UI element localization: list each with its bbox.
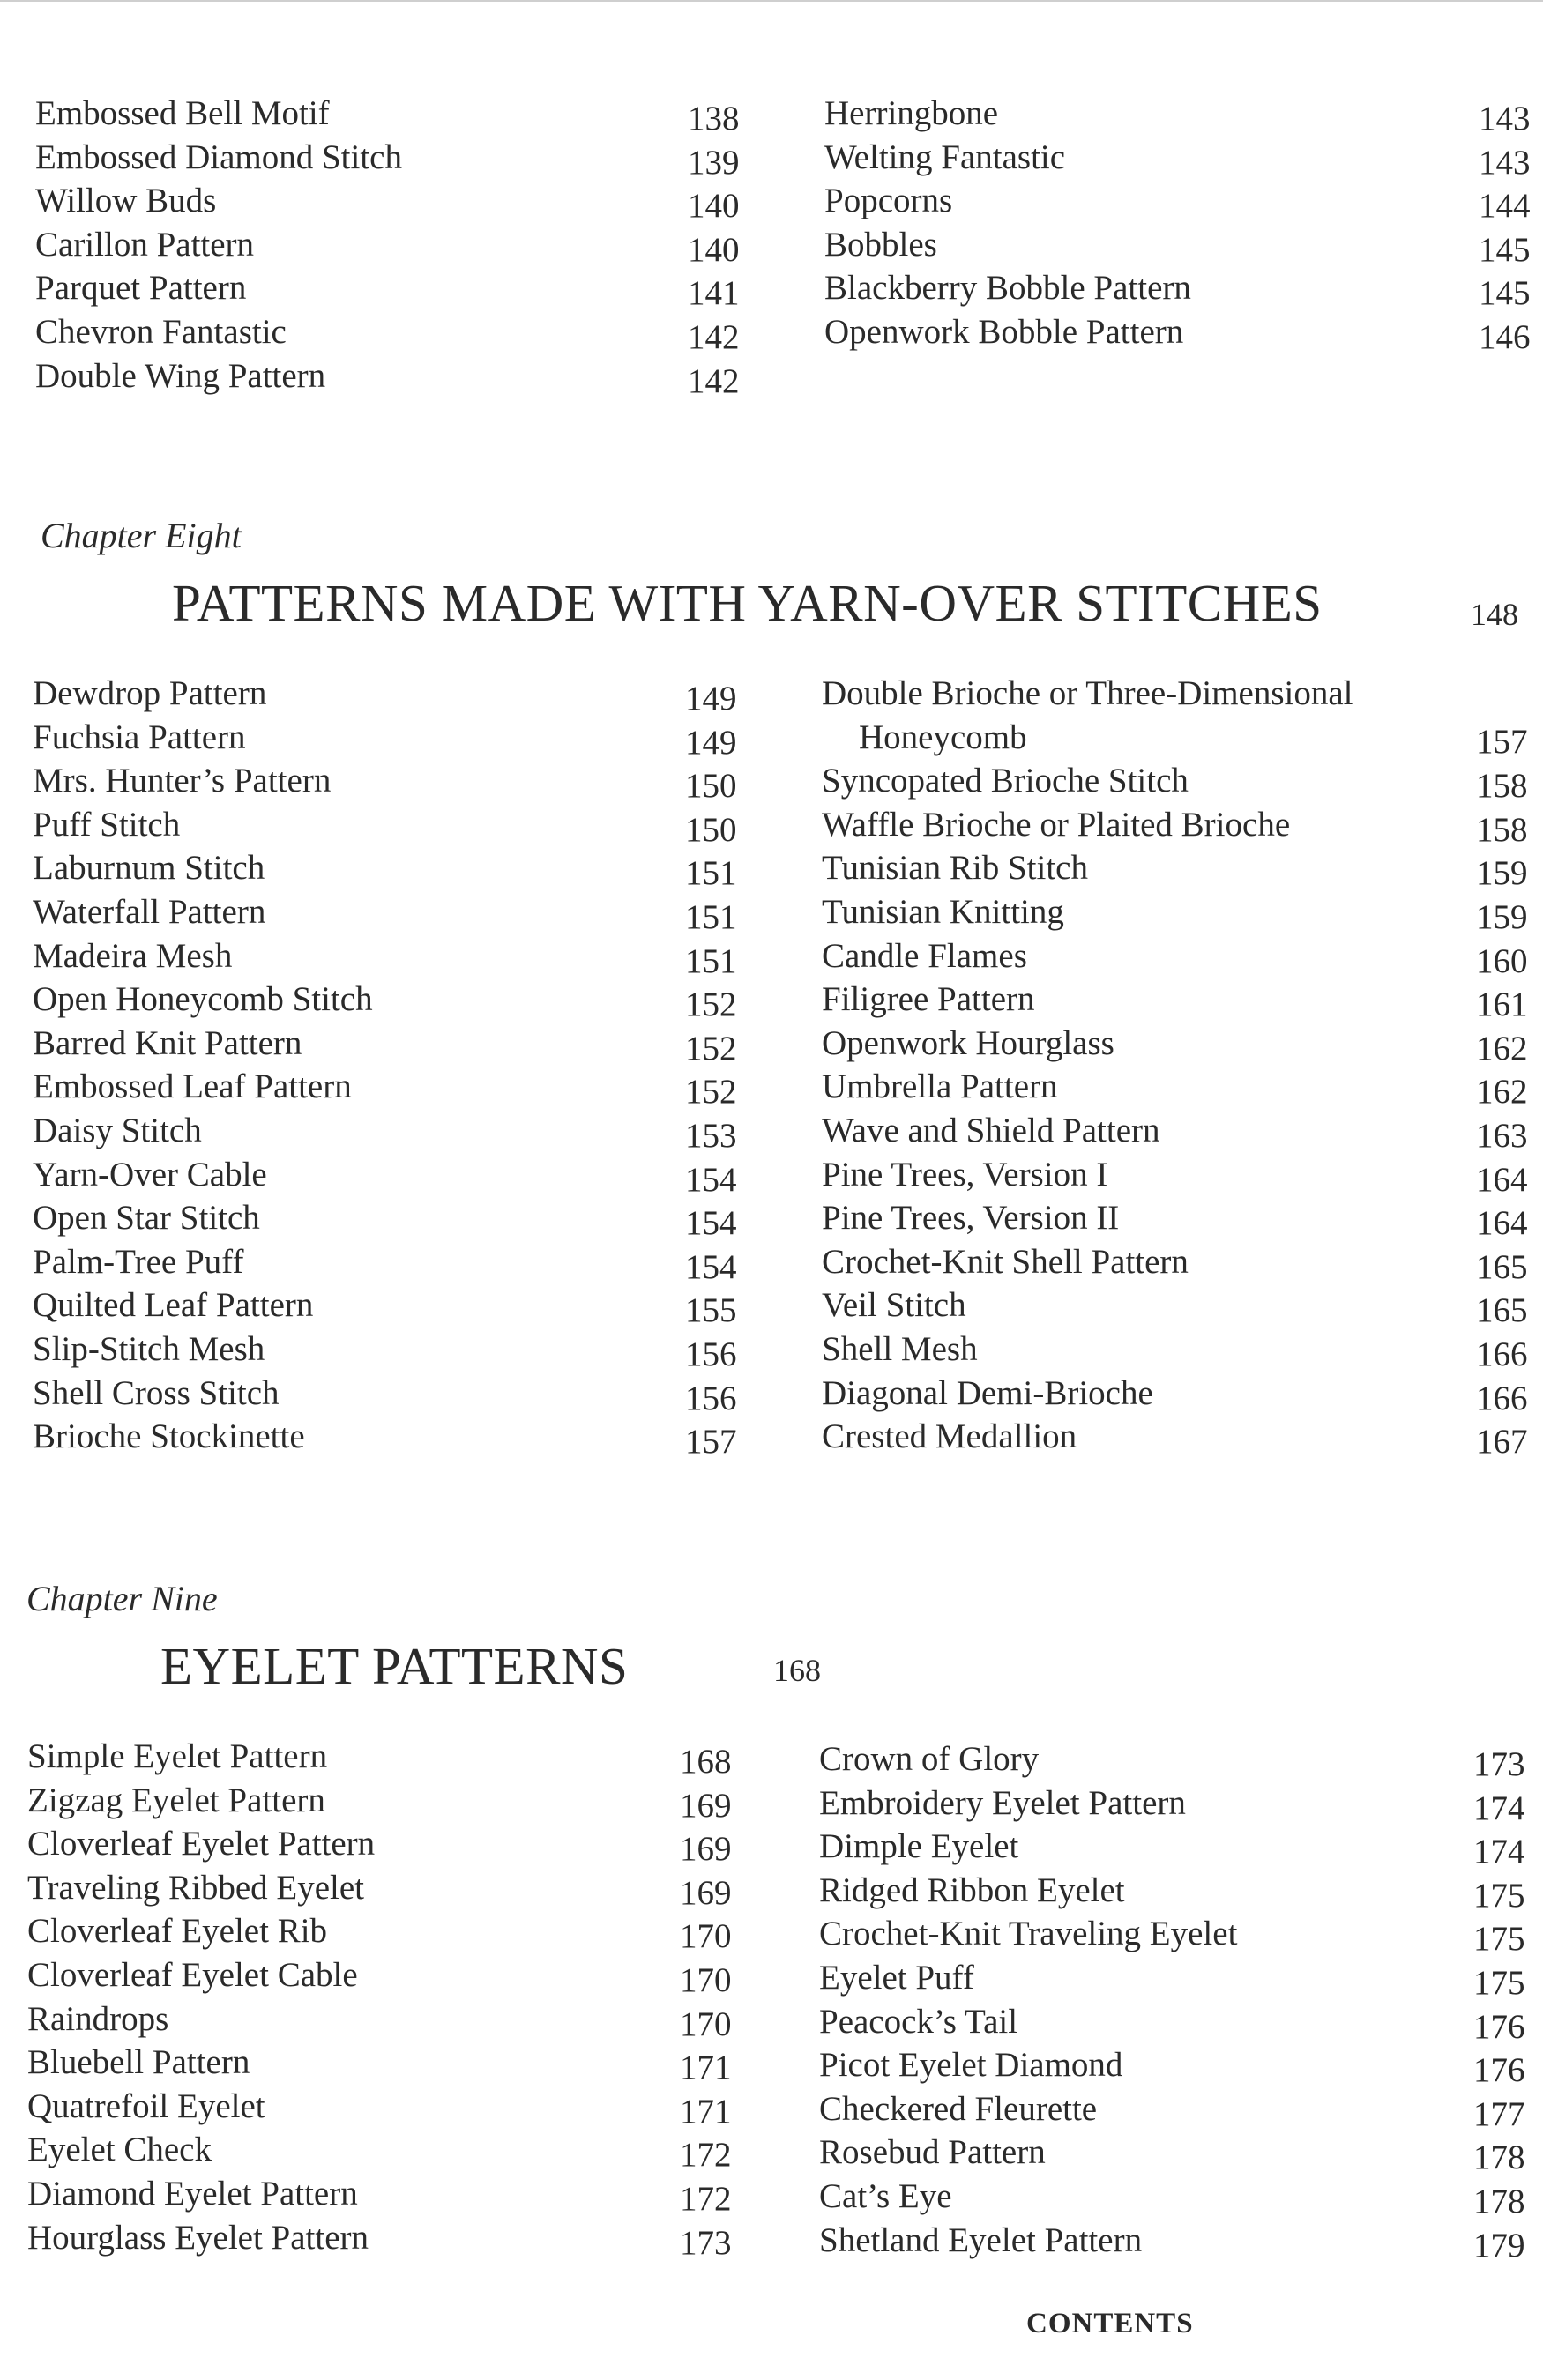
- toc-entry-page: 178: [1473, 2138, 1525, 2177]
- toc-entry-page: 139: [688, 143, 740, 182]
- toc-entry-page: 149: [685, 723, 737, 762]
- toc-entry: [27, 1953, 733, 1997]
- toc-entry: [819, 1912, 1525, 1959]
- toc-entry: [33, 1153, 738, 1197]
- toc-entry-page: 144: [1479, 187, 1531, 226]
- toc-entry: [819, 2131, 1524, 2175]
- toc-entry-title: Rosebud Pattern: [819, 2133, 1046, 2172]
- toc-entry-title: Palm-Tree Puff: [33, 1242, 244, 1281]
- toc-entry-title: Openwork Hourglass: [822, 1023, 1114, 1062]
- toc-entry-page: 140: [688, 187, 740, 226]
- toc-entry: [819, 2087, 1524, 2131]
- toc-entry-title: Waffle Brioche or Plaited Brioche: [822, 805, 1291, 844]
- toc-entry-title: Barred Knit Pattern: [33, 1023, 302, 1062]
- chapter-page-number: 168: [773, 1653, 821, 1688]
- toc-entry-title: Chevron Fantastic: [35, 312, 287, 351]
- toc-entry-page: 143: [1479, 100, 1531, 138]
- toc-entry: [27, 2085, 733, 2129]
- toc-entry-page: 174: [1473, 1789, 1525, 1827]
- toc-entry-page: 170: [680, 1917, 732, 1956]
- toc-entry-page: 143: [1479, 143, 1531, 182]
- toc-entry-page: 149: [685, 680, 737, 718]
- toc-entry-title: Cloverleaf Eyelet Rib: [27, 1912, 328, 1951]
- toc-entry-page: 169: [680, 1830, 732, 1869]
- toc-entry: [33, 1328, 738, 1372]
- toc-entry: [819, 2175, 1524, 2219]
- toc-entry-title: Dewdrop Pattern: [33, 674, 267, 712]
- toc-entry: [822, 1240, 1527, 1284]
- toc-entry: [27, 1997, 733, 2042]
- toc-entry: [824, 136, 1530, 180]
- toc-entry-page: 171: [680, 2049, 732, 2087]
- toc-entry-page: 179: [1473, 2226, 1525, 2265]
- toc-entry: [27, 2172, 733, 2216]
- toc-entry-title: Daisy Stitch: [33, 1111, 202, 1149]
- toc-entry: [822, 672, 1527, 759]
- toc-entry-page: 175: [1473, 1876, 1525, 1915]
- toc-entry: [33, 846, 738, 893]
- toc-entry: [33, 803, 738, 847]
- toc-entry: [27, 1866, 733, 1910]
- toc-entry-title: Brioche Stockinette: [33, 1417, 305, 1456]
- toc-entry-page: 157: [685, 1423, 737, 1461]
- chapter-label: Chapter Nine: [26, 1579, 218, 1618]
- toc-entry-title: Open Honeycomb Stitch: [33, 980, 373, 1019]
- toc-entry-page: 154: [685, 1204, 737, 1243]
- toc-entry-title: Dimple Eyelet: [819, 1827, 1019, 1866]
- toc-entry-page: 164: [1476, 1160, 1528, 1199]
- toc-entry-page: 140: [688, 230, 740, 269]
- toc-entry-page: 154: [685, 1247, 737, 1286]
- toc-entry-page: 156: [685, 1379, 737, 1417]
- toc-entry-page: 165: [1476, 1291, 1528, 1330]
- toc-column-left: [27, 1735, 733, 2262]
- toc-column-left: [35, 92, 741, 398]
- toc-entry-page: 141: [688, 274, 740, 313]
- toc-entry-page: 159: [1476, 854, 1528, 893]
- toc-entry-title: Eyelet Check: [27, 2131, 212, 2169]
- toc-entry-page: 158: [1476, 810, 1528, 849]
- toc-entry-title: Umbrella Pattern: [822, 1067, 1058, 1106]
- toc-entry: [822, 1022, 1527, 1066]
- toc-entry: [35, 179, 741, 226]
- toc-entry-page: 155: [685, 1291, 737, 1330]
- toc-column-right: [824, 92, 1530, 354]
- toc-entry-title: Embossed Diamond Stitch: [35, 138, 402, 176]
- toc-entry-page: 166: [1476, 1335, 1528, 1373]
- toc-entry-title: Diagonal Demi-Brioche: [822, 1373, 1153, 1412]
- toc-entry-title: Pine Trees, Version II: [822, 1199, 1120, 1238]
- toc-entry: [27, 1779, 733, 1823]
- toc-entry: [27, 2041, 733, 2085]
- toc-entry-page: 172: [680, 2179, 732, 2218]
- toc-entry-title: Peacock’s Tail: [819, 2002, 1018, 2041]
- toc-entry: [819, 1825, 1524, 1869]
- toc-entry-page: 176: [1473, 2007, 1525, 2046]
- toc-entry-title: Quatrefoil Eyelet: [27, 2086, 265, 2125]
- toc-entry: [33, 716, 738, 760]
- toc-entry-title: Veil Stitch: [822, 1286, 966, 1325]
- toc-entry-title: Fuchsia Pattern: [33, 718, 246, 756]
- toc-entry: [822, 1283, 1527, 1328]
- toc-entry-title: Embroidery Eyelet Pattern: [819, 1783, 1186, 1822]
- toc-entry-title: Syncopated Brioche Stitch: [822, 762, 1189, 800]
- toc-entry-page: 146: [1479, 317, 1531, 356]
- toc-entry: [27, 1909, 733, 1956]
- toc-entry: [33, 759, 738, 806]
- toc-entry-title: Puff Stitch: [33, 805, 181, 844]
- toc-entry-title: Crested Medallion: [822, 1417, 1077, 1456]
- toc-entry-title: Openwork Bobble Pattern: [824, 312, 1184, 351]
- toc-entry-page: 151: [685, 897, 737, 936]
- toc-entry: [822, 759, 1528, 806]
- toc-entry: [819, 1869, 1524, 1913]
- toc-entry-title: Bobbles: [824, 225, 937, 264]
- toc-entry: [33, 1065, 738, 1112]
- toc-entry: [819, 2043, 1525, 2090]
- toc-entry: [33, 978, 738, 1022]
- toc-entry-page: 169: [680, 1786, 732, 1825]
- toc-entry-page: 150: [685, 810, 737, 849]
- toc-entry-title: Filigree Pattern: [822, 980, 1035, 1019]
- toc-entry-page: 158: [1476, 767, 1528, 806]
- toc-entry-page: 169: [680, 1873, 732, 1912]
- toc-entry-title: Embossed Leaf Pattern: [33, 1067, 352, 1106]
- toc-entry: [33, 934, 738, 978]
- toc-entry-page: 153: [685, 1116, 737, 1155]
- toc-entry-title: Tunisian Rib Stitch: [822, 849, 1088, 888]
- toc-entry-page: 162: [1476, 1029, 1528, 1067]
- toc-entry: [33, 1415, 738, 1459]
- toc-entry: [822, 1415, 1527, 1459]
- toc-entry-page: 151: [685, 854, 737, 893]
- toc-entry-title: Pine Trees, Version I: [822, 1155, 1108, 1194]
- toc-entry-page: 145: [1479, 274, 1531, 313]
- toc-entry-title-continued: Honeycomb: [859, 718, 1027, 756]
- toc-column-right: [822, 672, 1527, 1459]
- toc-entry-title: Shell Mesh: [822, 1329, 978, 1368]
- toc-entry: [33, 1022, 738, 1066]
- page-footer: CONTENTS: [1026, 2308, 1194, 2339]
- toc-entry: [824, 266, 1531, 313]
- toc-entry: [33, 1372, 738, 1416]
- toc-entry: [35, 310, 741, 354]
- toc-entry-title: Zigzag Eyelet Pattern: [27, 1781, 325, 1819]
- toc-entry: [33, 1240, 738, 1284]
- toc-entry: [822, 978, 1527, 1022]
- toc-entry-title: Shell Cross Stitch: [33, 1373, 280, 1412]
- toc-entry-title: Crochet-Knit Shell Pattern: [822, 1242, 1189, 1281]
- toc-entry-title: Crown of Glory: [819, 1740, 1040, 1778]
- toc-entry: [27, 2128, 733, 2175]
- toc-entry-page: 168: [680, 1743, 732, 1781]
- toc-entry: [824, 179, 1531, 226]
- toc-entry-page: 151: [685, 941, 737, 980]
- toc-entry-title: Carillon Pattern: [35, 225, 255, 264]
- toc-entry-page: 167: [1476, 1423, 1528, 1461]
- toc-entry-page: 152: [685, 1029, 737, 1067]
- toc-entry-title: Raindrops: [27, 1999, 169, 2038]
- toc-entry-page: 171: [680, 2092, 732, 2131]
- toc-entry: [27, 1822, 733, 1869]
- toc-entry-page: 177: [1473, 2094, 1525, 2133]
- chapter-title: EYELET PATTERNS: [160, 1637, 629, 1695]
- toc-entry-page: 173: [680, 2223, 732, 2262]
- toc-entry-title: Cloverleaf Eyelet Pattern: [27, 1825, 376, 1863]
- top-rule: [0, 0, 1543, 2]
- toc-entry: [33, 1283, 738, 1328]
- toc-entry: [822, 846, 1528, 893]
- toc-entry-title: Simple Eyelet Pattern: [27, 1737, 328, 1775]
- toc-entry-page: 156: [685, 1335, 737, 1373]
- chapter-title: PATTERNS MADE WITH YARN-OVER STITCHES: [172, 574, 1323, 632]
- toc-entry-page: 142: [688, 317, 740, 356]
- toc-entry-page: 176: [1473, 2051, 1525, 2090]
- toc-entry: [824, 310, 1530, 354]
- toc-entry-title: Bluebell Pattern: [27, 2043, 250, 2082]
- toc-column-right: [819, 1737, 1525, 2265]
- toc-entry: [819, 2000, 1524, 2044]
- toc-entry-page: 166: [1476, 1379, 1528, 1417]
- toc-entry: [35, 92, 741, 136]
- toc-entry: [35, 136, 741, 180]
- toc-entry: [33, 890, 738, 934]
- toc-entry-title: Double Brioche or Three-Dimensional: [822, 674, 1353, 712]
- toc-column-left: [33, 672, 738, 1459]
- toc-entry-title: Popcorns: [824, 182, 953, 220]
- toc-entry: [35, 266, 741, 313]
- toc-entry-title: Waterfall Pattern: [33, 892, 266, 931]
- toc-entry-title: Slip-Stitch Mesh: [33, 1329, 265, 1368]
- toc-entry-title: Cat’s Eye: [819, 2176, 952, 2215]
- toc-entry-title: Embossed Bell Motif: [35, 94, 330, 132]
- toc-entry: [822, 1328, 1527, 1372]
- toc-entry: [824, 92, 1530, 136]
- toc-entry-page: 142: [688, 361, 740, 400]
- toc-entry-page: 145: [1479, 230, 1531, 269]
- toc-entry-title: Checkered Fleurette: [819, 2089, 1098, 2128]
- toc-entry-page: 154: [685, 1160, 737, 1199]
- toc-entry-page: 164: [1476, 1204, 1528, 1243]
- toc-entry-title: Cloverleaf Eyelet Cable: [27, 1955, 358, 1994]
- toc-entry-title: Quilted Leaf Pattern: [33, 1286, 314, 1325]
- toc-entry-title: Traveling Ribbed Eyelet: [27, 1868, 365, 1907]
- toc-entry: [822, 1372, 1527, 1416]
- toc-entry: [824, 223, 1530, 267]
- toc-entry-page: 161: [1476, 985, 1528, 1024]
- toc-entry-title: Picot Eyelet Diamond: [819, 2046, 1123, 2085]
- toc-entry: [822, 890, 1527, 934]
- toc-entry-page: 174: [1473, 1833, 1525, 1871]
- toc-entry-title: Yarn-Over Cable: [33, 1155, 267, 1194]
- toc-entry: [819, 1956, 1524, 2000]
- toc-entry-page: 175: [1473, 1963, 1525, 2002]
- toc-entry-page: 178: [1473, 2182, 1525, 2220]
- toc-entry: [822, 1196, 1528, 1243]
- toc-entry: [33, 672, 738, 716]
- toc-entry: [822, 934, 1527, 978]
- toc-entry: [822, 1065, 1528, 1112]
- toc-entry-page: 170: [680, 2004, 732, 2043]
- toc-entry-title: Ridged Ribbon Eyelet: [819, 1871, 1125, 1909]
- toc-entry: [819, 1781, 1524, 1826]
- toc-entry-page: 175: [1473, 1920, 1525, 1959]
- toc-entry-title: Diamond Eyelet Pattern: [27, 2174, 358, 2213]
- toc-entry-page: 172: [680, 2136, 732, 2175]
- toc-entry-title: Hourglass Eyelet Pattern: [27, 2218, 369, 2257]
- toc-entry-title: Wave and Shield Pattern: [822, 1111, 1160, 1149]
- toc-entry-title: Willow Buds: [35, 182, 217, 220]
- toc-entry: [819, 2219, 1524, 2263]
- toc-entry-title: Double Wing Pattern: [35, 356, 326, 395]
- toc-entry-title: Blackberry Bobble Pattern: [824, 269, 1191, 308]
- toc-entry-page: 150: [685, 767, 737, 806]
- toc-entry-page: 163: [1476, 1116, 1528, 1155]
- toc-entry: [33, 1196, 738, 1243]
- toc-entry: [822, 803, 1527, 847]
- toc-entry-page: 165: [1476, 1247, 1528, 1286]
- toc-entry: [822, 1109, 1527, 1153]
- toc-entry: [33, 1109, 738, 1153]
- toc-entry-page: 162: [1476, 1073, 1528, 1112]
- toc-entry-title: Eyelet Puff: [819, 1958, 974, 1997]
- toc-entry: [27, 2216, 733, 2260]
- toc-entry: [822, 1153, 1527, 1197]
- chapter-label: Chapter Eight: [41, 516, 242, 555]
- toc-entry: [35, 223, 741, 267]
- toc-entry-title: Open Star Stitch: [33, 1199, 260, 1238]
- toc-entry-title: Welting Fantastic: [824, 138, 1066, 176]
- toc-entry-title: Madeira Mesh: [33, 936, 233, 975]
- toc-entry-title: Parquet Pattern: [35, 269, 247, 308]
- toc-entry: [819, 1737, 1524, 1781]
- toc-entry-title: Crochet-Knit Traveling Eyelet: [819, 1915, 1238, 1953]
- toc-entry-title: Shetland Eyelet Pattern: [819, 2220, 1143, 2259]
- toc-entry-page: 152: [685, 985, 737, 1024]
- toc-entry: [27, 1735, 733, 1779]
- toc-entry-title: Herringbone: [824, 94, 999, 132]
- toc-entry-page: 170: [680, 1960, 732, 1999]
- toc-entry-page: 159: [1476, 897, 1528, 936]
- toc-entry-title: Candle Flames: [822, 936, 1027, 975]
- toc-entry-title: Tunisian Knitting: [822, 892, 1064, 931]
- toc-entry-page: 152: [685, 1073, 737, 1112]
- chapter-page-number: 148: [1471, 597, 1518, 632]
- toc-entry-title: Laburnum Stitch: [33, 849, 265, 888]
- toc-entry-page: 160: [1476, 941, 1528, 980]
- toc-entry-page: 173: [1473, 1745, 1525, 1783]
- toc-entry-title: Mrs. Hunter’s Pattern: [33, 762, 332, 800]
- toc-entry: [35, 354, 741, 398]
- toc-entry-page: 138: [688, 100, 740, 138]
- toc-entry-page: 157: [1476, 723, 1528, 761]
